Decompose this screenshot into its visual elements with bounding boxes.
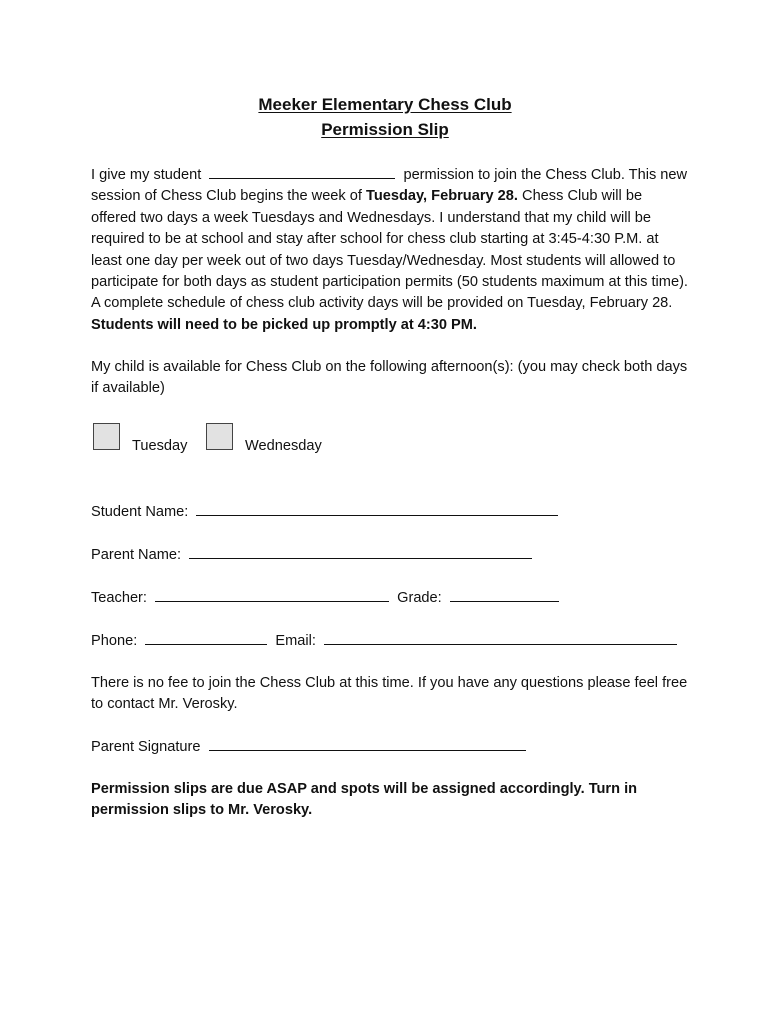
parent-signature-row [91, 736, 526, 757]
parent-signature-label: Parent Signature [91, 739, 201, 755]
tuesday-label: Tuesday [132, 438, 188, 454]
phone-email-row [91, 630, 677, 651]
student-name-blank[interactable] [209, 164, 395, 179]
wednesday-checkbox[interactable] [206, 423, 233, 450]
availability-text: My child is available for Chess Club on the following afternoon(s): (you may check both days if available) [91, 359, 688, 397]
phone-field[interactable] [145, 630, 267, 645]
student-name-field[interactable] [196, 501, 558, 516]
start-date: Tuesday, February 28. [366, 188, 518, 205]
parent-signature-field[interactable] [209, 736, 526, 751]
email-label: Email: [275, 633, 316, 649]
phone-label: Phone: [91, 633, 138, 649]
grade-label: Grade: [397, 590, 442, 606]
email-field[interactable] [324, 630, 677, 645]
intro-text-start: I give my student [91, 167, 202, 183]
document-subtitle: Permission Slip [321, 120, 449, 139]
parent-name-row [91, 544, 532, 565]
tuesday-checkbox[interactable] [93, 423, 120, 450]
teacher-field[interactable] [155, 587, 389, 602]
intro-text-details: Chess Club will be offered two days a week Tuesdays and Wednesdays. I understand that my child will be required to be at school and stay after school for chess club starting at 3:45-4:30 P.M. at least one day per week out of two days Tuesday/Wednesday. Most students will allowed to participate for both days as student participation permits (50 students maximum at this time). A complete schedule of chess club activity days will be provided on Tuesday, February 28. [91, 188, 688, 312]
teacher-label: Teacher: [91, 590, 147, 606]
student-name-label: Student Name: [91, 504, 189, 520]
document-title: Meeker Elementary Chess Club [258, 95, 512, 114]
parent-name-label: Parent Name: [91, 547, 182, 563]
teacher-grade-row [91, 587, 559, 608]
grade-field[interactable] [450, 587, 559, 602]
fee-paragraph: There is no fee to join the Chess Club at this time. If you have any questions please feel free to contact Mr. Verosky. [91, 675, 688, 713]
pickup-notice: Students will need to be picked up promptly at 4:30 PM. [91, 316, 477, 333]
wednesday-label: Wednesday [245, 438, 322, 454]
intro-text-permission: permission to join the Chess Club. This new session of Chess Club begins the week of [91, 167, 688, 205]
deadline-notice: Permission slips are due ASAP and spots will be assigned accordingly. Turn in permission slips to Mr. Verosky. [91, 781, 638, 819]
parent-name-field[interactable] [189, 544, 532, 559]
student-name-row [91, 501, 558, 522]
intro-paragraph [91, 164, 691, 336]
